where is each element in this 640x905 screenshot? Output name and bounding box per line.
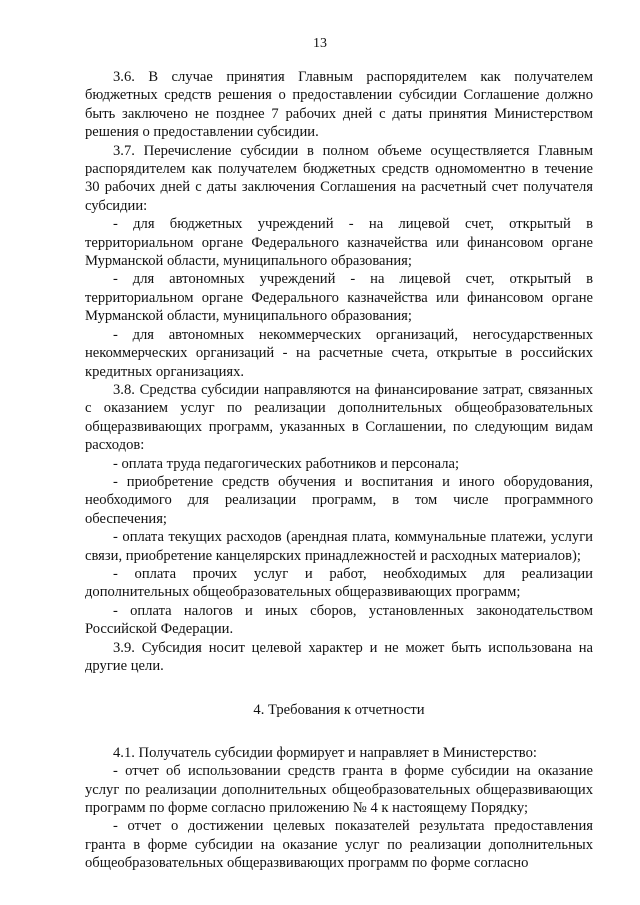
list-item-other-services: - оплата прочих услуг и работ, необходимых для реализации дополнительных общеобразовательных общеразвивающих программ; xyxy=(85,565,593,601)
list-item-usage-report: - отчет об использовании средств гранта в форме субсидии на оказание услуг по реализации дополнительных общеобразовательных общеразвивающих программ по форме согласно приложению № 4 к настоящему Порядку; xyxy=(85,763,593,817)
list-item-indicators-report: - отчет о достижении целевых показателей результата предоставления гранта в форме субсидии на оказание услуг по реализации дополнительных общеобразовательных общеразвивающих программ по форме согласно xyxy=(85,818,593,872)
paragraph-4-1: 4.1. Получатель субсидии формирует и направляет в Министерство: xyxy=(113,744,537,761)
document-body xyxy=(85,68,593,873)
page-number: 13 xyxy=(313,36,327,51)
section-heading: 4. Требования к отчетности xyxy=(253,702,425,719)
list-item-autonomous-institutions: - для автономных учреждений - на лицевой счет, открытый в территориальном органе Федерального казначейства или финансовом органе Мурманской области, муниципального образования; xyxy=(85,271,593,325)
list-item-taxes: - оплата налогов и иных сборов, установленных законодательством Российской Федерации. xyxy=(85,602,593,638)
list-item-salary: - оплата труда педагогических работников и персонала; xyxy=(113,455,460,472)
list-item-budget-institutions: - для бюджетных учреждений - на лицевой счет, открытый в территориальном органе Федерального казначейства или финансовом органе Мурманской области, муниципального образования; xyxy=(85,216,593,270)
list-item-current-expenses: - оплата текущих расходов (арендная плата, коммунальные платежи, услуги связи, приобретение канцелярских принадлежностей и расходных материалов); xyxy=(85,529,593,564)
paragraph-3-6: 3.6. В случае принятия Главным распорядителем как получателем бюджетных средств решения о предоставлении субсидии Соглашение должно быть заключено не позднее 7 рабочих дней с даты принятия Министерством решения о предоставлении субсидии. xyxy=(85,69,593,141)
paragraph-3-7: 3.7. Перечисление субсидии в полном объеме осуществляется Главным распорядителем как получателем бюджетных средств одномоментно в течение 30 рабочих дней с даты заключения Соглашения на расчетный счет получателя субсидии: xyxy=(85,142,593,214)
paragraph-3-9: 3.9. Субсидия носит целевой характер и не может быть использована на другие цели. xyxy=(85,639,593,674)
paragraph-3-8: 3.8. Средства субсидии направляются на финансирование затрат, связанных с оказанием услуг по реализации дополнительных общеобразовательных общеразвивающих программ, указанных в Соглашении, по следующим видам расходов: xyxy=(85,381,593,454)
list-item-equipment: - приобретение средств обучения и воспитания и иного оборудования, необходимого для реализации программ, в том числе программного обеспечения; xyxy=(85,473,593,527)
list-item-nonprofit-organizations: - для автономных некоммерческих организаций, негосударственных некоммерческих организаций - на расчетные счета, открытые в российских кредитных организациях. xyxy=(85,326,593,380)
